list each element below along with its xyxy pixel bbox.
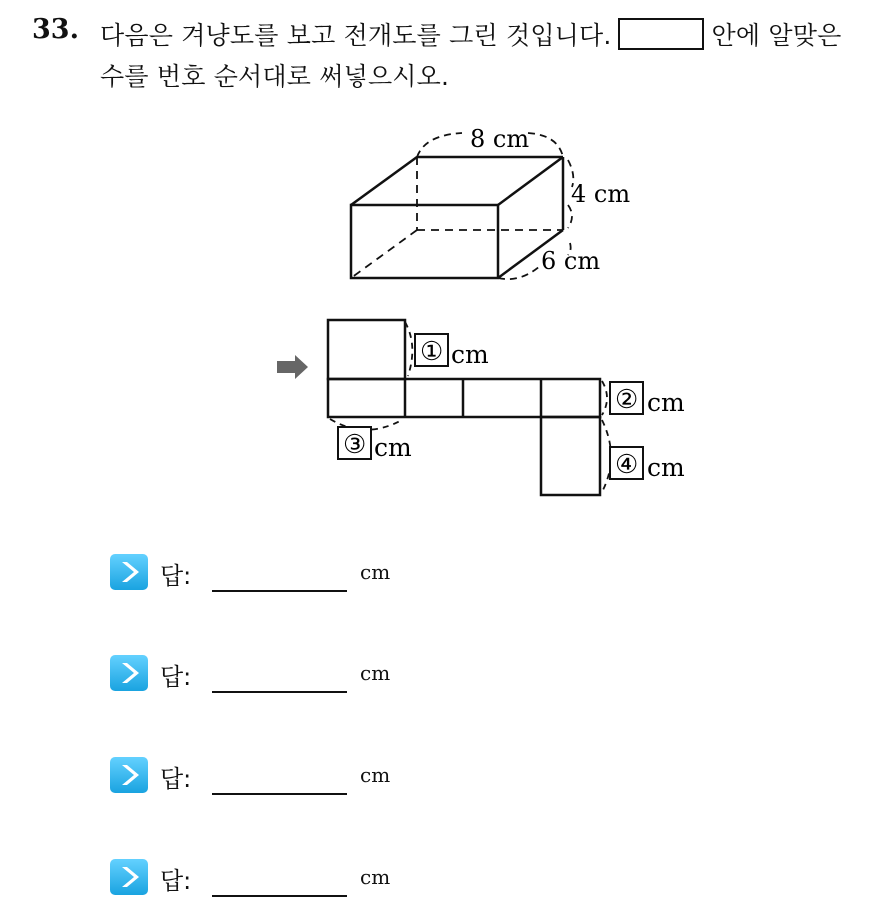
cuboid-edge xyxy=(351,157,417,205)
length-label: 8 cm xyxy=(470,125,530,153)
right-arrow-icon xyxy=(277,355,308,379)
net-blank-2 xyxy=(610,382,685,417)
height-label: 4 cm xyxy=(571,180,631,208)
answer-input-line[interactable] xyxy=(212,895,347,897)
net-top-face xyxy=(328,320,405,379)
answer-label: 답: xyxy=(160,765,192,793)
answer-input-line[interactable] xyxy=(212,793,347,795)
net-blank-4 xyxy=(610,447,685,482)
answer-unit: cm xyxy=(360,661,391,685)
blank-number-2: ② xyxy=(615,385,639,415)
net-bottom-face xyxy=(541,417,600,495)
cuboid-diagram xyxy=(351,157,563,278)
answer-input-line[interactable] xyxy=(212,691,347,693)
blank-number-1: ① xyxy=(420,337,444,367)
blank-number-4: ④ xyxy=(615,450,639,480)
net-blank-1 xyxy=(415,334,489,369)
answer-input-line[interactable] xyxy=(212,590,347,592)
question-text-part1: 다음은 겨냥도를 보고 전개도를 그린 것입니다. xyxy=(100,21,612,50)
answer-label: 답: xyxy=(160,867,192,895)
blank-unit-3: cm xyxy=(374,433,412,462)
answer-unit: cm xyxy=(360,763,391,787)
blank-unit-2: cm xyxy=(647,388,685,417)
blank-unit-4: cm xyxy=(647,453,685,482)
blank-unit-1: cm xyxy=(451,340,489,369)
chevron-right-icon xyxy=(110,859,148,895)
answer-label: 답: xyxy=(160,663,192,691)
cuboid-hidden-edges xyxy=(351,157,563,278)
cuboid-edge xyxy=(498,157,563,205)
chevron-right-icon xyxy=(110,655,148,691)
answer-unit: cm xyxy=(360,560,391,584)
blank-number-3: ③ xyxy=(343,430,367,460)
question-text-part2: 안에 알맞은 xyxy=(711,21,842,50)
depth-label: 6 cm xyxy=(541,247,601,275)
answer-unit: cm xyxy=(360,865,391,889)
question-text-line2: 수를 번호 순서대로 써넣으시오. xyxy=(100,62,450,91)
answer-label: 답: xyxy=(160,562,192,590)
question-number: 33. xyxy=(32,14,79,45)
net-blank-3 xyxy=(338,427,412,462)
cuboid-front-face xyxy=(351,205,498,278)
chevron-right-icon xyxy=(110,757,148,793)
chevron-right-icon xyxy=(110,554,148,590)
